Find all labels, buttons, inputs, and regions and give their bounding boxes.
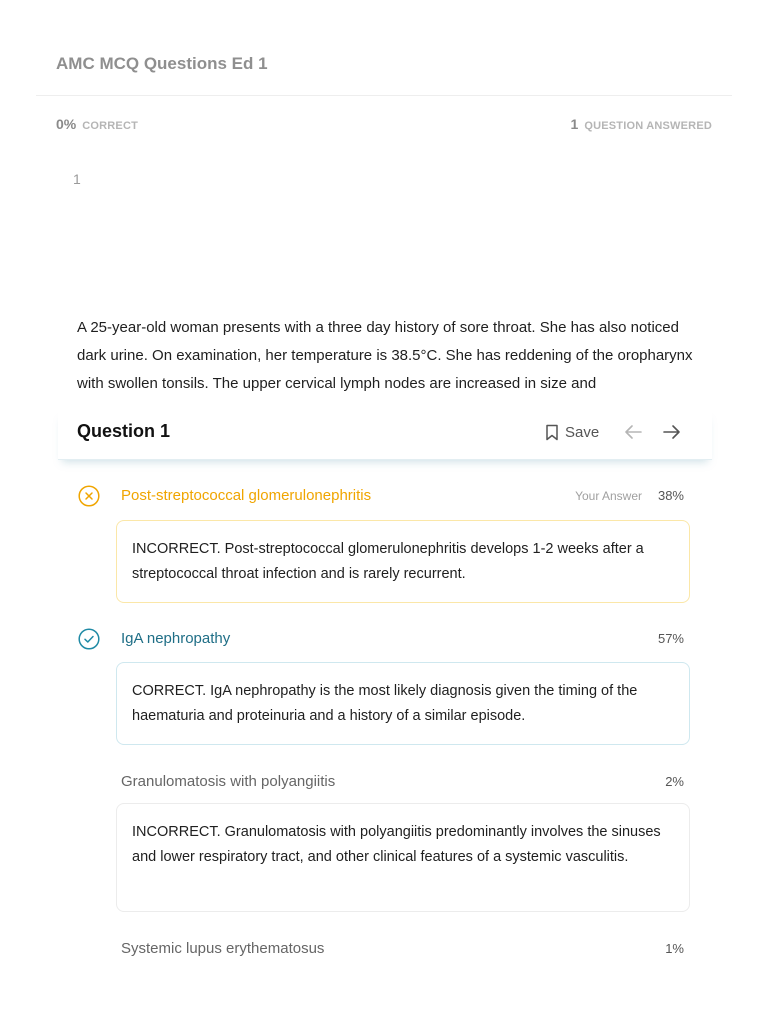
answered-label: QUESTION ANSWERED	[584, 120, 712, 132]
arrow-left-icon	[624, 424, 642, 440]
option-explanation: INCORRECT. Post-streptococcal glomerulonephritis develops 1-2 weeks after a streptococcal throat infection and is rarely recurrent.	[116, 520, 690, 603]
option-label: Post-streptococcal glomerulonephritis	[121, 487, 372, 504]
option-percent: 38%	[657, 488, 684, 503]
question-index: 1	[73, 171, 81, 187]
question-toolbar	[58, 410, 712, 460]
x-circle-icon	[78, 485, 100, 507]
option-explanation: CORRECT. IgA nephropathy is the most likely diagnosis given the timing of the haematuria and proteinuria and a history of a similar episode.	[116, 662, 690, 745]
correct-label: CORRECT	[82, 120, 139, 132]
option-label: Granulomatosis with polyangiitis	[121, 773, 336, 790]
option-percent: 2%	[665, 774, 684, 789]
app-header	[36, 0, 732, 96]
option-explanation: INCORRECT. Granulomatosis with polyangiitis predominantly involves the sinuses and lower respiratory tract, and other clinical features of a systemic vasculitis.	[116, 803, 690, 912]
stats-row	[56, 116, 712, 136]
question-stem: A 25-year-old woman presents with a three day history of sore throat. She has also noticed dark urine. On examination, her temperature is 38.5°C. She has reddening of the oropharynx with swollen tonsils. The upper cervical lymph nodes are increased in size and	[77, 319, 693, 392]
option-percent: 1%	[665, 941, 684, 956]
your-answer-tag: Your Answer	[575, 489, 642, 503]
bookmark-icon	[545, 424, 559, 441]
option-label: Systemic lupus erythematosus	[121, 940, 325, 957]
answered-stat	[571, 116, 712, 132]
answer-option-1[interactable]	[78, 485, 686, 507]
check-circle-icon	[78, 628, 100, 650]
save-label: Save	[565, 423, 600, 441]
answer-option-4[interactable]	[78, 938, 686, 960]
answer-option-2[interactable]	[78, 628, 686, 650]
arrow-right-icon	[663, 424, 681, 440]
next-question-button[interactable]	[660, 420, 684, 444]
correct-stat	[56, 116, 138, 132]
app-title: AMC MCQ Questions Ed 1	[56, 54, 268, 73]
save-button[interactable]	[545, 420, 599, 444]
answer-option-3[interactable]	[78, 771, 686, 793]
option-label: IgA nephropathy	[121, 630, 231, 647]
previous-question-button[interactable]	[621, 420, 645, 444]
question-heading: Question 1	[77, 421, 171, 441]
answered-count: 1	[570, 116, 579, 132]
option-percent: 57%	[657, 631, 684, 646]
correct-percent: 0%	[56, 116, 77, 132]
